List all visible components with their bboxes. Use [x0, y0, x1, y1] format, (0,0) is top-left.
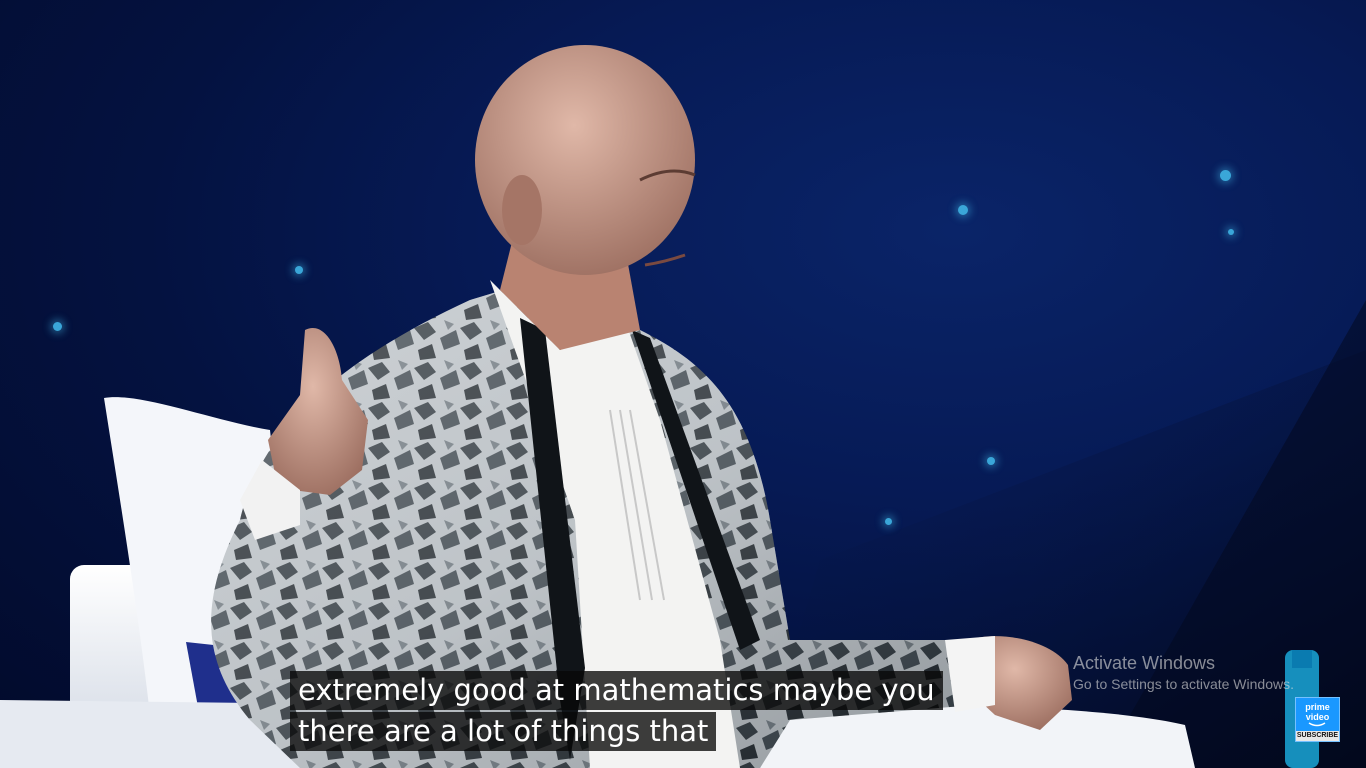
logo-line-prime: prime — [1305, 702, 1330, 712]
background-light — [885, 518, 892, 525]
caption-line: extremely good at mathematics maybe you — [290, 671, 943, 710]
windows-activation-watermark — [1073, 652, 1294, 694]
background-light — [295, 266, 303, 274]
activation-subtitle: Go to Settings to activate Windows. — [1073, 676, 1294, 692]
activation-title: Activate Windows — [1073, 653, 1216, 673]
background-light — [1228, 229, 1234, 235]
smile-arrow-icon — [1308, 722, 1326, 728]
channel-subscribe-badge[interactable] — [1295, 697, 1340, 742]
caption-window — [290, 671, 943, 753]
subscribe-label: SUBSCRIBE — [1296, 732, 1339, 739]
caption-line: there are a lot of things that — [290, 712, 716, 751]
background-light — [958, 205, 968, 215]
background-light — [1220, 170, 1231, 181]
prime-video-logo — [1296, 702, 1339, 722]
background-light — [987, 457, 995, 465]
background-light — [53, 322, 62, 331]
logo-line-video: video — [1305, 712, 1330, 722]
